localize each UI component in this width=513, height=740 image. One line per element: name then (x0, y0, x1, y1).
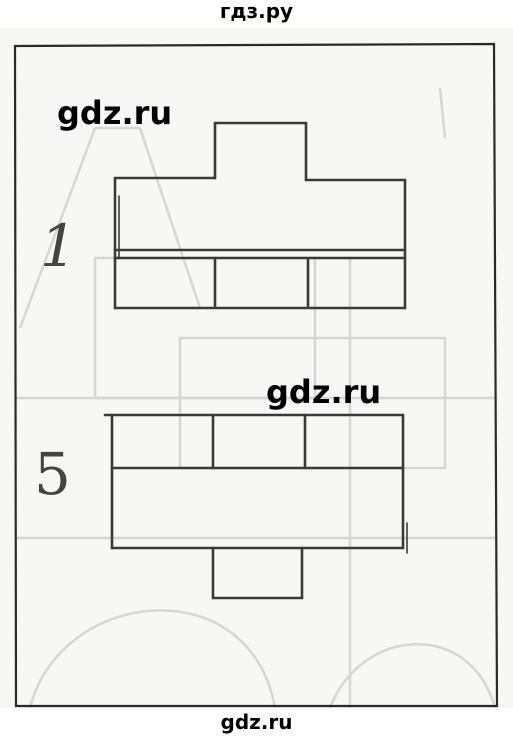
site-url[interactable]: gdz.ru (220, 710, 293, 734)
faint-background-lines (15, 88, 495, 708)
figure-1-number: 1 (40, 212, 77, 280)
figure-1-sketch (115, 123, 405, 308)
sketch-photo (0, 28, 513, 708)
watermark-middle: gdz.ru (266, 373, 382, 411)
figure-5-sketch (105, 415, 407, 598)
figure-5-number: 5 (34, 440, 71, 508)
site-title: гдз.ру (219, 0, 294, 23)
paper-frame (15, 44, 497, 706)
site-header (0, 0, 513, 28)
site-footer (0, 710, 513, 738)
watermark-top: gdz.ru (57, 94, 173, 132)
